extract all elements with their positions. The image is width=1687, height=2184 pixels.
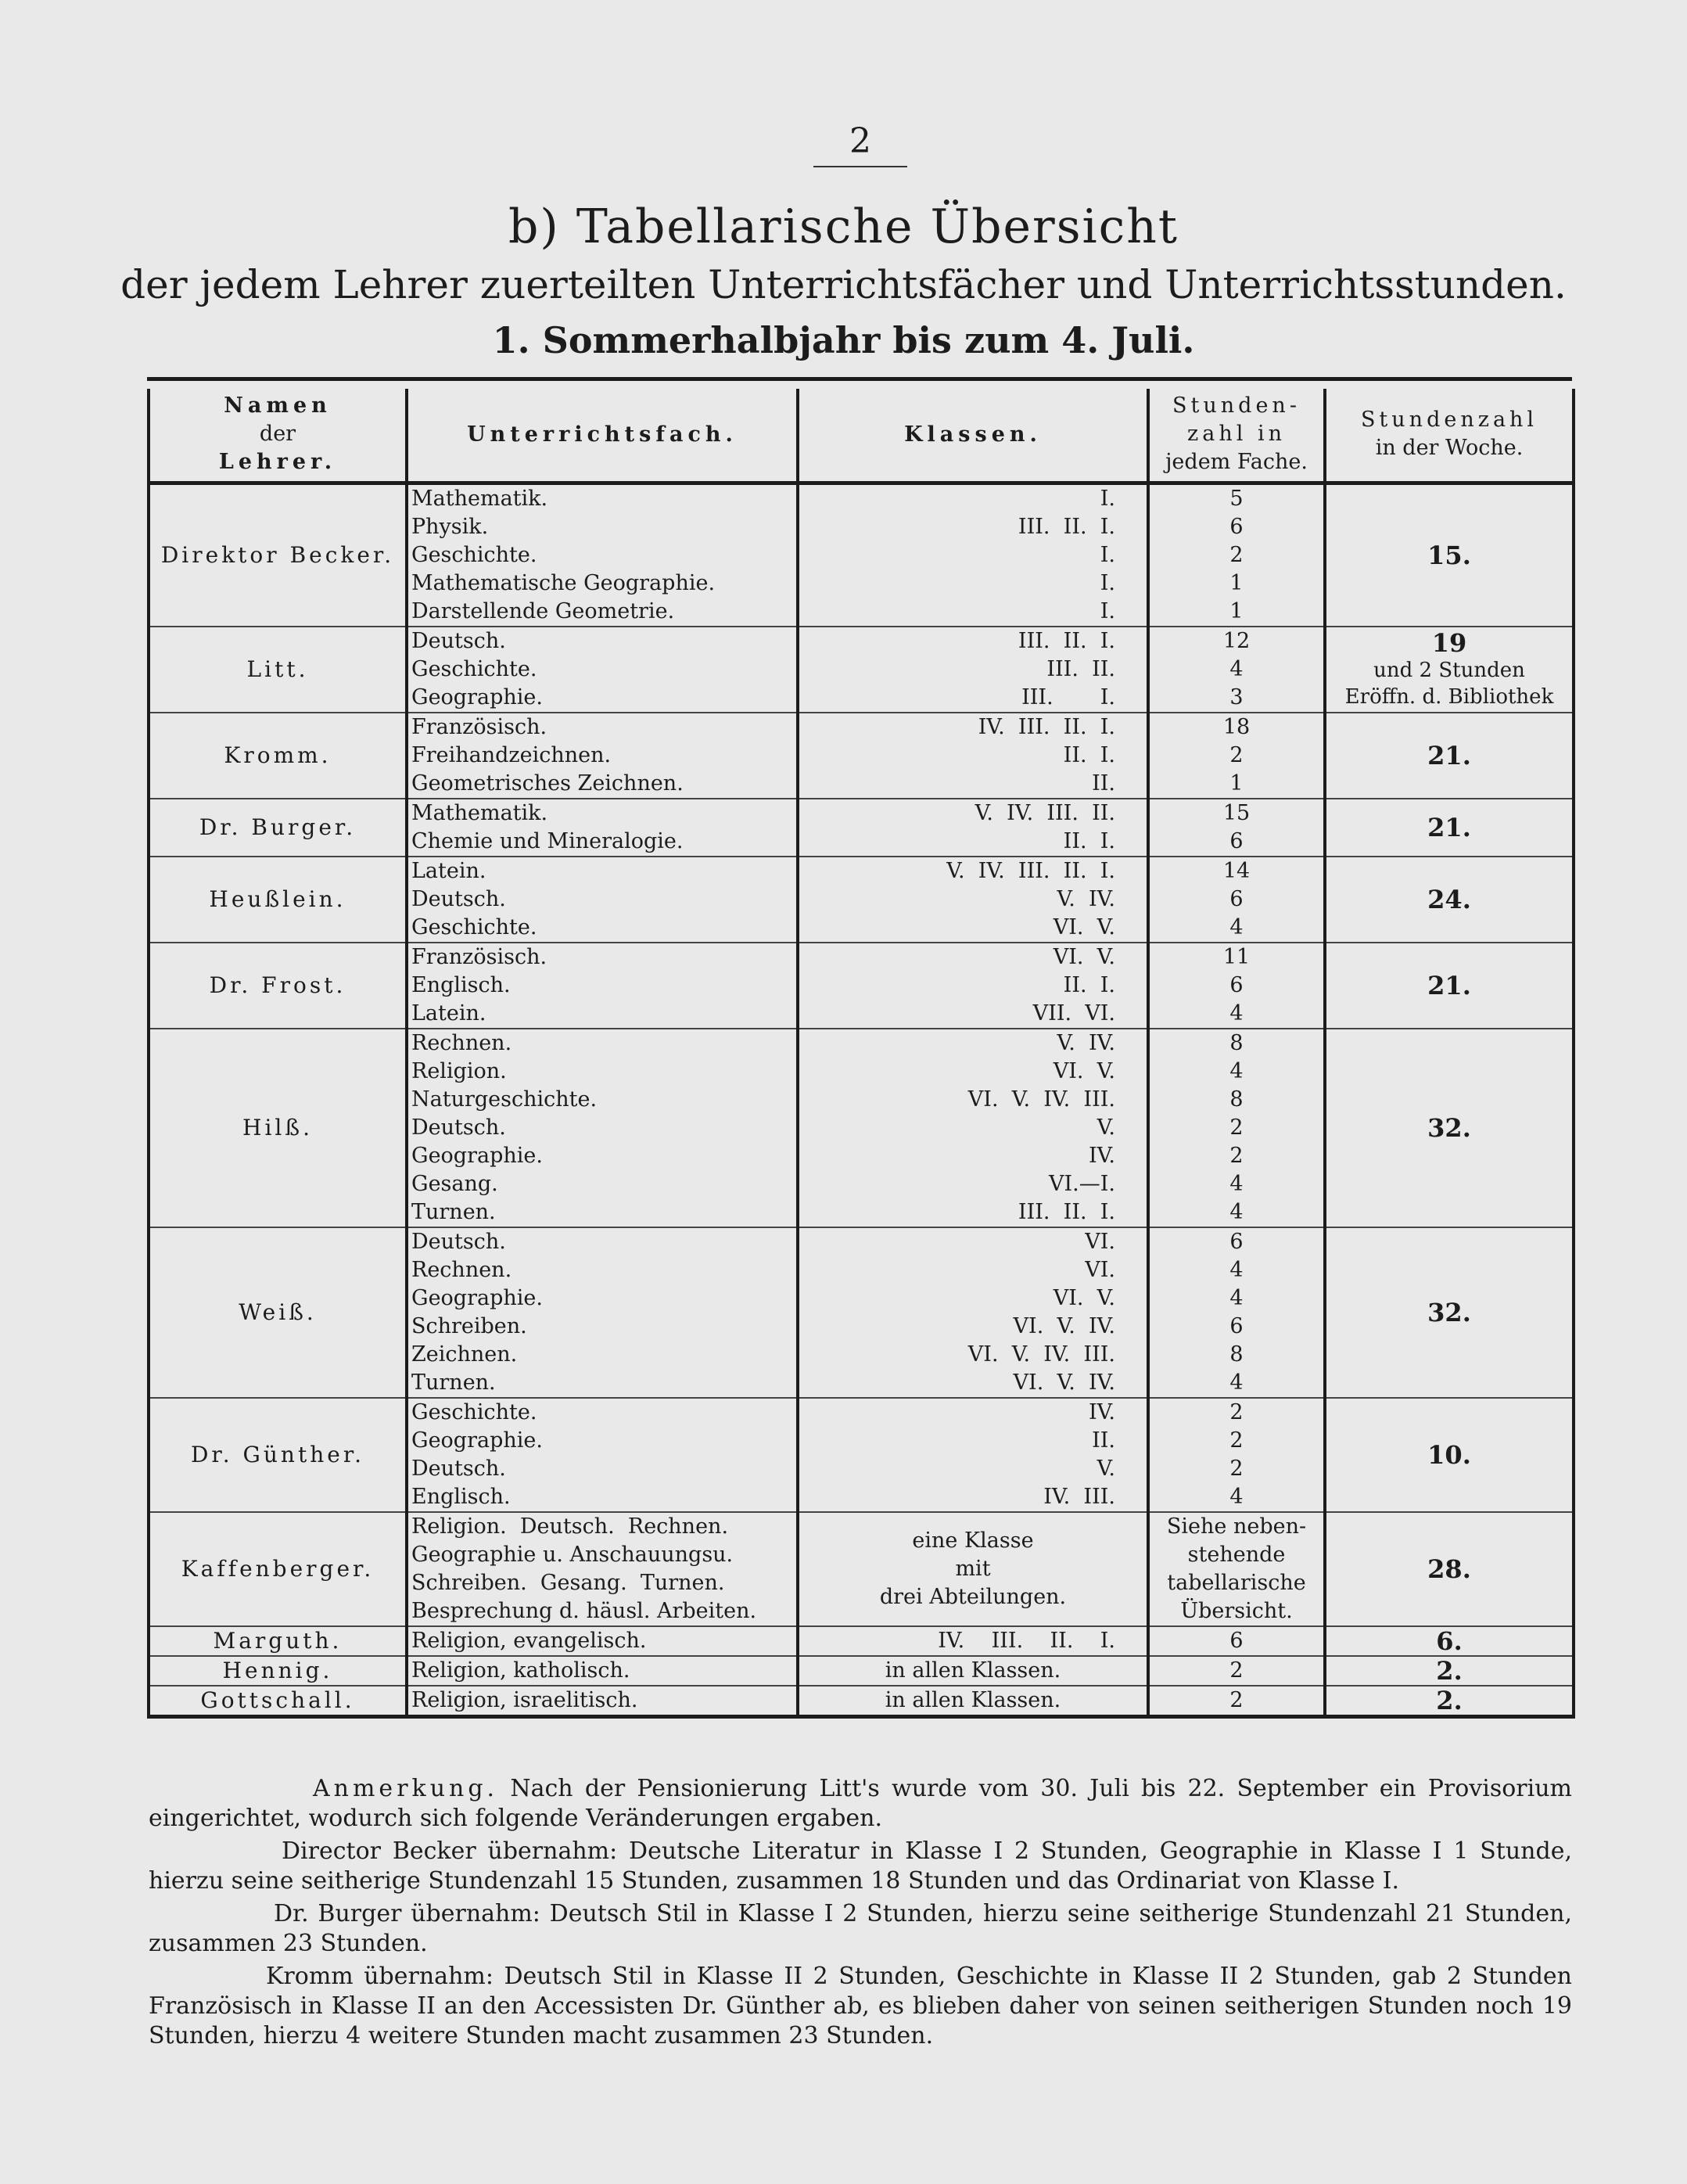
hours-cell	[1148, 1686, 1325, 1717]
classes-line: VI. V. IV. III.	[967, 1342, 1115, 1367]
subject-line: Geschichte.	[411, 1400, 537, 1424]
classes-line: V.	[1097, 1457, 1115, 1481]
teacher-name: Marguth.	[149, 1626, 407, 1656]
subject-line: Englisch.	[411, 1485, 511, 1509]
subject-line: Freihandzeichnen.	[411, 743, 612, 767]
subject-line: Mathematik.	[411, 487, 548, 511]
subject-cell	[407, 857, 798, 943]
hours-line: 4	[1229, 1258, 1244, 1282]
subject-cell	[407, 1398, 798, 1512]
hours-line: 2	[1229, 1688, 1244, 1712]
title-line-3: 1. Sommerhalbjahr bis zum 4. Juli.	[492, 319, 1195, 361]
header-subject: Unterrichtsfach.	[407, 389, 798, 483]
classes-cell	[798, 483, 1148, 627]
subject-line: Rechnen.	[411, 1031, 512, 1055]
subject-line: Naturgeschichte.	[411, 1087, 598, 1112]
weekly-total	[1325, 1398, 1574, 1512]
hours-line: 8	[1229, 1087, 1244, 1112]
subject-line: Geschichte.	[411, 915, 537, 939]
hours-line: 8	[1229, 1031, 1244, 1055]
weekly-total-value: 21.	[1427, 813, 1471, 842]
subject-line: Latein.	[411, 859, 486, 883]
hours-cell	[1148, 943, 1325, 1029]
subject-cell	[407, 1686, 798, 1717]
hours-line: 4	[1229, 915, 1244, 939]
hours-line: 4	[1229, 1172, 1244, 1196]
header-names: Namen der Lehrer.	[149, 389, 407, 483]
header-weekly: Stundenzahl in der Woche.	[1325, 389, 1574, 483]
table-row	[149, 857, 1574, 943]
weekly-total-value: 21.	[1427, 971, 1471, 1000]
hours-cell	[1148, 857, 1325, 943]
classes-cell	[798, 799, 1148, 857]
table-top-rule	[147, 377, 1572, 381]
classes-line: I.	[1100, 487, 1115, 511]
classes-line: IV.	[1088, 1144, 1115, 1168]
hours-line: 14	[1222, 859, 1251, 883]
weekly-total	[1325, 483, 1574, 627]
classes-cell	[798, 1626, 1148, 1656]
weekly-total	[1325, 1029, 1574, 1227]
teacher-name: Dr. Frost.	[149, 943, 407, 1029]
hours-line: 2	[1229, 1400, 1244, 1424]
subject-line: Turnen.	[411, 1370, 496, 1395]
subject-line: Mathematische Geographie.	[411, 571, 716, 595]
classes-line: II. I.	[1063, 829, 1115, 853]
title-line-1: b) Tabellarische Übersicht	[508, 199, 1179, 254]
classes-line: III. II. I.	[1018, 1200, 1115, 1224]
subject-line: Geschichte.	[411, 657, 537, 681]
table-row	[149, 1656, 1574, 1686]
subject-line: Religion.	[411, 1059, 507, 1083]
hours-cell	[1148, 1656, 1325, 1686]
hours-note-line: stehende	[1187, 1543, 1286, 1567]
classes-note-line: mit	[955, 1557, 991, 1581]
subject-line: Turnen.	[411, 1200, 496, 1224]
table-row	[149, 1512, 1574, 1626]
classes-line: VI.—I.	[1049, 1172, 1115, 1196]
notes	[149, 1774, 1572, 2054]
hours-line: 2	[1229, 1144, 1244, 1168]
hours-line: 4	[1229, 1001, 1244, 1026]
hours-line: 2	[1229, 1115, 1244, 1140]
note-paragraph-2: Director Becker übernahm: Deutsche Literatur in Klasse I 2 Stunden, Geographie in Klasse I 1 Stunde, hierzu seine seitherige Stundenzahl 15 Stunden, zusammen 18 Stunden und das Ordinariat von Klasse I.	[149, 1837, 1572, 1895]
note-text-1: Nach der Pensionierung Litt's wurde vom 30. Juli bis 22. September ein Provisorium eingerichtet, wodurch sich folgende Veränderungen ergaben.	[149, 1775, 1572, 1832]
classes-line: VI.	[1085, 1258, 1115, 1282]
classes-line: V. IV.	[1057, 1031, 1115, 1055]
subject-line: Deutsch.	[411, 629, 506, 653]
classes-line: III. I.	[1021, 685, 1115, 709]
hours-line: 1	[1229, 571, 1244, 595]
hours-cell	[1148, 627, 1325, 713]
classes-line: V. IV. III. II. I.	[946, 859, 1115, 883]
weekly-total	[1325, 799, 1574, 857]
teacher-name: Kaffenberger.	[149, 1512, 407, 1626]
hours-line: 6	[1229, 829, 1244, 853]
teacher-table	[147, 389, 1575, 1719]
hours-line: 4	[1229, 1059, 1244, 1083]
classes-cell	[798, 1398, 1148, 1512]
subject-line: Geographie u. Anschauungsu.	[411, 1543, 734, 1567]
teacher-name: Hilß.	[149, 1029, 407, 1227]
hours-line: 4	[1229, 1370, 1244, 1395]
hours-line: 2	[1229, 1457, 1244, 1481]
subject-line: Geographie.	[411, 1286, 543, 1310]
hours-line: 1	[1229, 771, 1244, 796]
teacher-name: Kromm.	[149, 713, 407, 799]
teacher-name: Dr. Burger.	[149, 799, 407, 857]
hours-line: 6	[1229, 1629, 1244, 1653]
subject-line: Religion. Deutsch. Rechnen.	[411, 1514, 729, 1539]
table-row	[149, 1029, 1574, 1227]
teacher-name: Dr. Günther.	[149, 1398, 407, 1512]
subject-line: Schreiben.	[411, 1314, 527, 1338]
classes-line: V. IV. III. II.	[975, 801, 1115, 825]
hours-line: 4	[1229, 1485, 1244, 1509]
hours-line: 12	[1222, 629, 1251, 653]
subject-line: Zeichnen.	[411, 1342, 518, 1367]
hours-line: 4	[1229, 657, 1244, 681]
note-label: Anmerkung.	[313, 1775, 499, 1802]
hours-line: 6	[1229, 515, 1244, 539]
subject-cell	[407, 1656, 798, 1686]
classes-line: III. II.	[1046, 657, 1115, 681]
classes-line: II.	[1092, 771, 1115, 796]
teacher-name: Direktor Becker.	[149, 483, 407, 627]
classes-line: IV. III. II. I.	[938, 1629, 1115, 1653]
subject-line: Deutsch.	[411, 1457, 506, 1481]
note-paragraph-3: Dr. Burger übernahm: Deutsch Stil in Klasse I 2 Stunden, hierzu seine seitherige Stundenzahl 21 Stunden, zusammen 23 Stunden.	[149, 1900, 1572, 1957]
table-row	[149, 1227, 1574, 1398]
page-number: 2	[849, 121, 871, 161]
note-paragraph-1	[149, 1774, 1572, 1834]
hours-cell	[1148, 1626, 1325, 1656]
hours-note-line: Siehe neben-	[1166, 1514, 1307, 1539]
weekly-total-value: 6.	[1436, 1626, 1463, 1656]
subject-line: Deutsch.	[411, 1230, 506, 1254]
table-row	[149, 799, 1574, 857]
subject-cell	[407, 1626, 798, 1656]
weekly-total-value: 10.	[1427, 1440, 1471, 1470]
weekly-total	[1325, 943, 1574, 1029]
subject-line: Latein.	[411, 1001, 486, 1026]
teacher-name: Gottschall.	[149, 1686, 407, 1717]
classes-line: VI. V.	[1053, 945, 1115, 969]
classes-line: VI. V. IV. III.	[967, 1087, 1115, 1112]
subject-cell	[407, 799, 798, 857]
subject-line: Französisch.	[411, 715, 547, 739]
header-hours: Stunden- zahl in jedem Fache.	[1148, 389, 1325, 483]
hours-line: 8	[1229, 1342, 1244, 1367]
weekly-total-value: 21.	[1427, 741, 1471, 771]
hours-cell	[1148, 1398, 1325, 1512]
classes-line: VI. V.	[1053, 1059, 1115, 1083]
classes-line: VII. VI.	[1032, 1001, 1115, 1026]
table-row	[149, 483, 1574, 627]
weekly-total	[1325, 857, 1574, 943]
subject-line: Religion, israelitisch.	[411, 1688, 638, 1712]
classes-line: VI. V. IV.	[1013, 1370, 1115, 1395]
weekly-total-value: 2.	[1436, 1686, 1463, 1715]
hours-line: 2	[1229, 543, 1244, 567]
hours-line: 2	[1229, 1428, 1244, 1453]
hours-line: 4	[1229, 1286, 1244, 1310]
weekly-total	[1325, 1656, 1574, 1686]
subject-line: Religion, evangelisch.	[411, 1629, 647, 1653]
table-header-row	[149, 389, 1574, 483]
table-row	[149, 627, 1574, 713]
subject-cell	[407, 943, 798, 1029]
classes-cell	[798, 627, 1148, 713]
hours-line: 6	[1229, 887, 1244, 911]
weekly-total-value: 19	[1431, 628, 1467, 658]
subject-cell	[407, 713, 798, 799]
classes-note-line: eine Klasse	[912, 1528, 1034, 1553]
page-number-rule	[813, 166, 907, 167]
subject-cell	[407, 1029, 798, 1227]
table-row	[149, 1686, 1574, 1717]
classes-line: II. I.	[1063, 743, 1115, 767]
table-row	[149, 1398, 1574, 1512]
hours-line: 2	[1229, 743, 1244, 767]
classes-line: V.	[1097, 1115, 1115, 1140]
hours-line: 6	[1229, 973, 1244, 997]
classes-note-line: in allen Klassen.	[885, 1688, 1061, 1712]
classes-cell	[798, 1512, 1148, 1626]
hours-line: 4	[1229, 1200, 1244, 1224]
weekly-total-value: 24.	[1427, 885, 1471, 914]
subject-line: Geometrisches Zeichnen.	[411, 771, 684, 796]
hours-line: 2	[1229, 1658, 1244, 1683]
hours-line: 15	[1222, 801, 1251, 825]
weekly-total-note: Eröffn. d. Bibliothek	[1344, 685, 1554, 709]
classes-line: III. II. I.	[1018, 515, 1115, 539]
subject-line: Geographie.	[411, 1428, 543, 1453]
hours-note-line: tabellarische	[1167, 1571, 1306, 1595]
subject-line: Deutsch.	[411, 887, 506, 911]
subject-line: Deutsch.	[411, 1115, 506, 1140]
hours-line: 6	[1229, 1314, 1244, 1338]
table-body	[149, 483, 1574, 1717]
subject-cell	[407, 1227, 798, 1398]
teacher-name: Hennig.	[149, 1656, 407, 1686]
weekly-total-value: 32.	[1427, 1113, 1471, 1143]
hours-cell	[1148, 1227, 1325, 1398]
weekly-total-note: und 2 Stunden	[1373, 659, 1525, 682]
subject-line: Französisch.	[411, 945, 547, 969]
title-line-2: der jedem Lehrer zuerteilten Unterrichtsfächer und Unterrichtsstunden.	[120, 262, 1567, 307]
subject-line: Geschichte.	[411, 543, 537, 567]
subject-line: Darstellende Geometrie.	[411, 599, 675, 623]
subject-line: Geographie.	[411, 1144, 543, 1168]
classes-note-line: in allen Klassen.	[885, 1658, 1061, 1683]
classes-cell	[798, 943, 1148, 1029]
classes-line: IV.	[1088, 1400, 1115, 1424]
hours-line: 1	[1229, 599, 1244, 623]
weekly-total	[1325, 627, 1574, 713]
classes-line: VI.	[1085, 1230, 1115, 1254]
table-row	[149, 943, 1574, 1029]
subject-line: Rechnen.	[411, 1258, 512, 1282]
subject-cell	[407, 483, 798, 627]
hours-line: 6	[1229, 1230, 1244, 1254]
classes-note-line: drei Abteilungen.	[879, 1585, 1067, 1609]
classes-line: VI. V.	[1053, 1286, 1115, 1310]
classes-cell	[798, 1656, 1148, 1686]
subject-line: Mathematik.	[411, 801, 548, 825]
hours-line: 11	[1222, 945, 1251, 969]
classes-line: V. IV.	[1057, 887, 1115, 911]
subject-line: Religion, katholisch.	[411, 1658, 630, 1683]
subject-line: Geographie.	[411, 685, 543, 709]
teacher-name: Heußlein.	[149, 857, 407, 943]
weekly-total	[1325, 1227, 1574, 1398]
classes-cell	[798, 1029, 1148, 1227]
weekly-total-value: 28.	[1427, 1554, 1471, 1584]
hours-cell	[1148, 799, 1325, 857]
hours-line: 18	[1222, 715, 1251, 739]
subject-line: Besprechung d. häusl. Arbeiten.	[411, 1599, 757, 1623]
hours-line: 5	[1229, 487, 1244, 511]
weekly-total	[1325, 713, 1574, 799]
teacher-name: Litt.	[149, 627, 407, 713]
classes-line: I.	[1100, 599, 1115, 623]
note-paragraph-4: Kromm übernahm: Deutsch Stil in Klasse II 2 Stunden, Geschichte in Klasse II 2 Stunden, gab 2 Stunden Französisch in Klasse II an den Accessisten Dr. Günther ab, es blieben daher von seinen seitherigen Stunden noch 19 Stunden, hierzu 4 weitere Stunden macht zusammen 23 Stunden.	[149, 1963, 1572, 2049]
subject-line: Schreiben. Gesang. Turnen.	[411, 1571, 725, 1595]
classes-line: I.	[1100, 543, 1115, 567]
subject-line: Chemie und Mineralogie.	[411, 829, 684, 853]
weekly-total	[1325, 1512, 1574, 1626]
classes-line: II. I.	[1063, 973, 1115, 997]
classes-cell	[798, 1686, 1148, 1717]
classes-line: III. II. I.	[1018, 629, 1115, 653]
weekly-total	[1325, 1626, 1574, 1656]
subject-cell	[407, 1512, 798, 1626]
classes-line: IV. III. II. I.	[978, 715, 1115, 739]
classes-cell	[798, 713, 1148, 799]
subject-cell	[407, 627, 798, 713]
weekly-total-value: 32.	[1427, 1298, 1471, 1327]
classes-cell	[798, 1227, 1148, 1398]
classes-line: I.	[1100, 571, 1115, 595]
hours-note-line: Übersicht.	[1180, 1599, 1293, 1623]
hours-line: 3	[1229, 685, 1244, 709]
subject-line: Englisch.	[411, 973, 511, 997]
subject-line: Gesang.	[411, 1172, 498, 1196]
hours-cell	[1148, 713, 1325, 799]
hours-cell	[1148, 483, 1325, 627]
teacher-name: Weiß.	[149, 1227, 407, 1398]
hours-cell	[1148, 1512, 1325, 1626]
weekly-total-value: 2.	[1436, 1656, 1463, 1686]
header-classes: Klassen.	[798, 389, 1148, 483]
table-row	[149, 1626, 1574, 1656]
hours-cell	[1148, 1029, 1325, 1227]
table-row	[149, 713, 1574, 799]
classes-line: VI. V.	[1053, 915, 1115, 939]
classes-line: VI. V. IV.	[1013, 1314, 1115, 1338]
classes-cell	[798, 857, 1148, 943]
classes-line: IV. III.	[1043, 1485, 1115, 1509]
classes-line: II.	[1092, 1428, 1115, 1453]
subject-line: Physik.	[411, 515, 489, 539]
weekly-total-value: 15.	[1427, 541, 1471, 570]
weekly-total	[1325, 1686, 1574, 1717]
